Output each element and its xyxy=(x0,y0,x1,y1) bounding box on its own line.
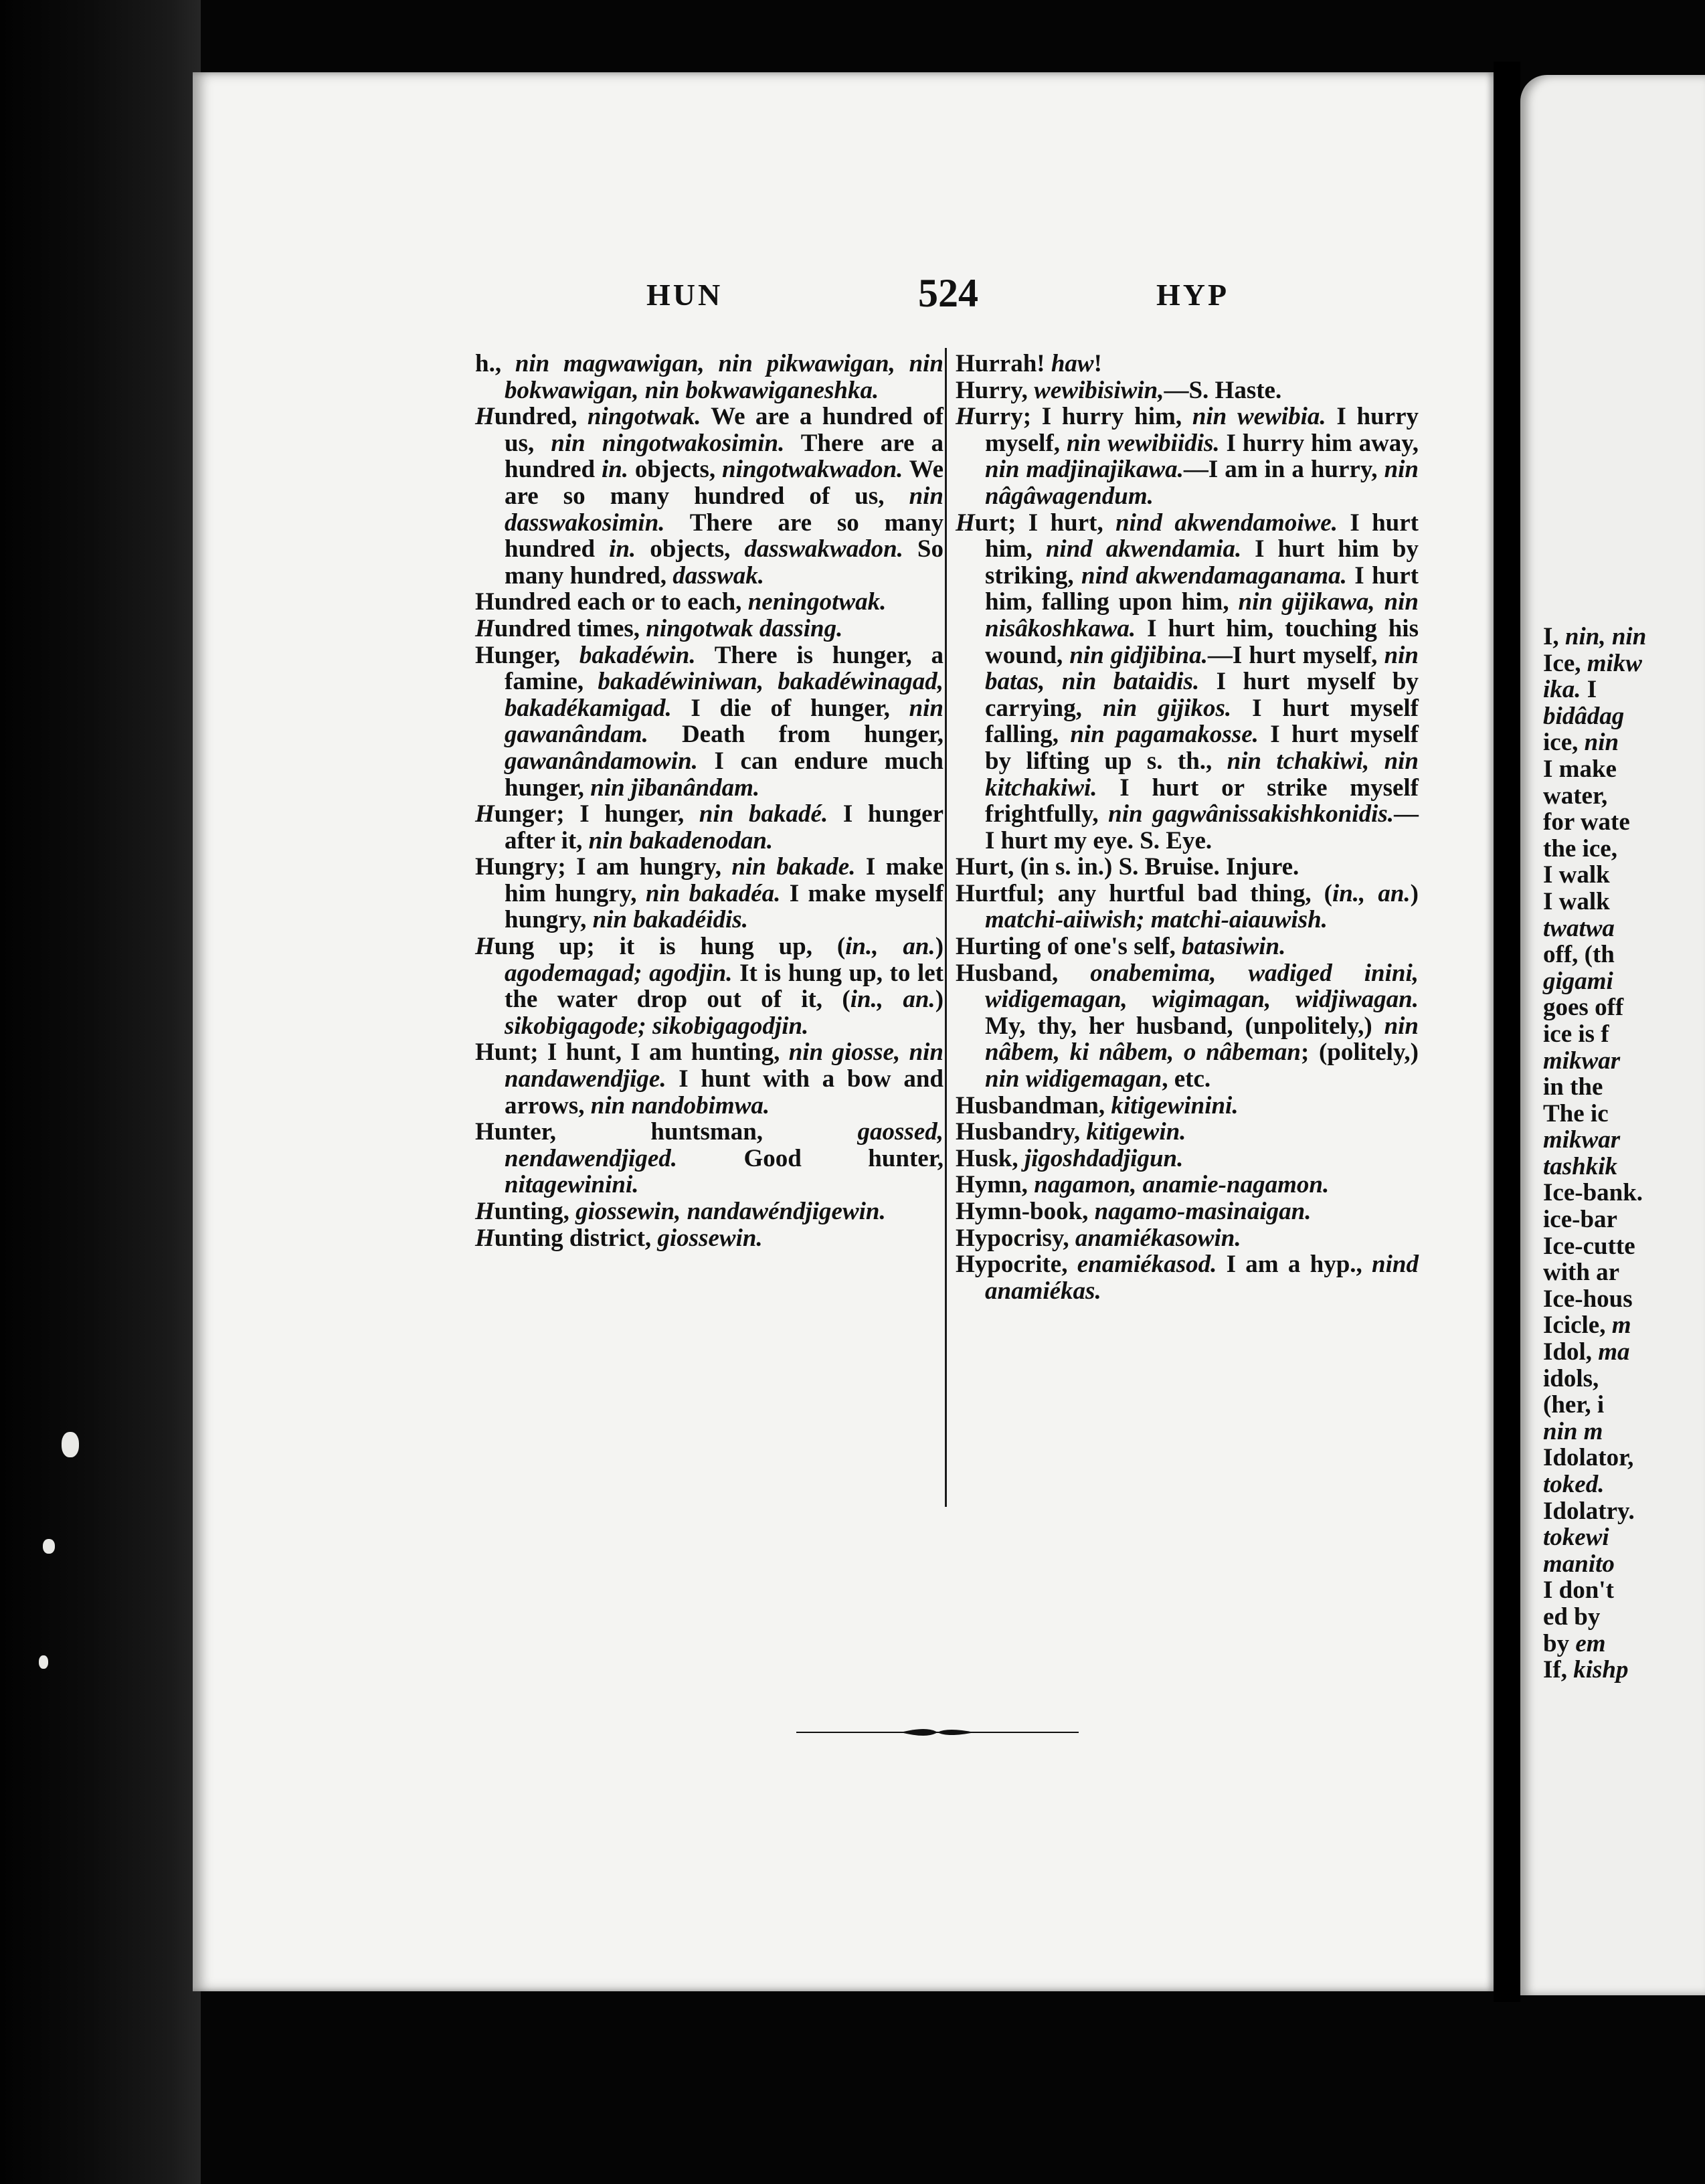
next-page-line xyxy=(1543,729,1705,756)
ojibwe-text: bakadéwin. xyxy=(579,641,696,669)
next-page-line xyxy=(1543,1233,1705,1260)
next-page-line xyxy=(1543,1577,1705,1604)
ojibwe-text: nin bakade. xyxy=(731,853,856,881)
guide-word-right: HYP xyxy=(1156,278,1230,312)
dictionary-entry xyxy=(956,1198,1419,1225)
next-page-line xyxy=(1543,624,1705,650)
ojibwe-text: nin nandobimwa. xyxy=(590,1091,770,1119)
ojibwe-text: agodemagad; agodjin. xyxy=(505,959,733,987)
english-text: urt; I hurt, xyxy=(974,509,1116,537)
next-page-line xyxy=(1543,941,1705,968)
next-page-line xyxy=(1543,783,1705,810)
ojibwe-text: H xyxy=(475,1224,495,1252)
english-text: objects, xyxy=(636,535,745,563)
dictionary-entry xyxy=(475,854,944,933)
dictionary-entry xyxy=(475,933,944,1039)
ojibwe-text: nin nâbem, ki nâbem, o nâbeman xyxy=(985,1012,1419,1067)
dictionary-entry xyxy=(956,854,1419,881)
english-text: objects, xyxy=(628,456,722,484)
dictionary-entry xyxy=(956,1251,1419,1304)
english-text: Hunter, huntsman, xyxy=(475,1118,858,1146)
dictionary-entry xyxy=(956,933,1419,960)
ojibwe-text: bakadéwiniwan, bakadéwinagad, bakadékamigad. xyxy=(505,668,944,722)
english-text: I hurt myself by carrying, xyxy=(985,668,1419,722)
dictionary-entry xyxy=(475,1198,944,1225)
ojibwe-text: nagamon, anamie-nagamon. xyxy=(1034,1171,1330,1199)
ojibwe-text: tokewi xyxy=(1543,1524,1609,1552)
english-text: Hurtful; any hurtful bad thing, ( xyxy=(956,879,1332,907)
english-text: I hurt myself by lifting up s. th., xyxy=(985,721,1419,775)
ojibwe-text: nin bakadéidis. xyxy=(592,906,748,934)
dictionary-entry xyxy=(475,1119,944,1198)
ojibwe-text: nind akwendamoiwe. xyxy=(1115,509,1338,537)
english-text: The ic xyxy=(1543,1099,1609,1127)
ojibwe-text: H xyxy=(475,933,495,961)
ojibwe-text: nin gijikawa, nin nisâkoshkawa. xyxy=(985,588,1419,642)
ojibwe-text: nin, nin xyxy=(1564,623,1647,650)
next-page-line xyxy=(1543,1048,1705,1075)
ojibwe-text: jigoshdadjigun. xyxy=(1024,1144,1184,1172)
ojibwe-text: in., an. xyxy=(850,986,935,1014)
next-page-line xyxy=(1543,968,1705,995)
next-page-line xyxy=(1543,836,1705,862)
english-text: Hunger, xyxy=(475,641,579,669)
ojibwe-text: nagamo-masinaigan. xyxy=(1094,1198,1312,1225)
ojibwe-text: nin ningotwakosimin. xyxy=(551,429,785,457)
next-page-line xyxy=(1543,1154,1705,1180)
dictionary-entry xyxy=(956,510,1419,854)
dictionary-entry xyxy=(475,1225,944,1252)
ojibwe-text: in. xyxy=(601,456,629,484)
english-text: goes off xyxy=(1543,994,1624,1022)
next-page-line xyxy=(1543,1498,1705,1525)
english-text: undred times, xyxy=(494,614,646,642)
english-text: There is hunger, a famine, xyxy=(505,641,944,696)
english-text: ) xyxy=(935,986,944,1014)
english-text: by xyxy=(1543,1629,1576,1657)
ojibwe-text: ningotwakwadon. xyxy=(722,456,903,484)
english-text: ; (politely,) xyxy=(1300,1038,1419,1067)
right-column xyxy=(956,351,1419,1304)
ojibwe-text: ningotwak. xyxy=(587,403,701,431)
end-ornament xyxy=(794,1724,1081,1740)
ojibwe-text: wewibisiwin, xyxy=(1034,376,1164,404)
next-page-line xyxy=(1543,994,1705,1021)
ojibwe-text: anamiékasowin. xyxy=(1075,1224,1241,1252)
english-text: Husbandman, xyxy=(956,1091,1111,1119)
ojibwe-text: nin gawanândam. xyxy=(505,694,944,749)
ojibwe-text: nin bakadéa. xyxy=(645,879,781,907)
english-text: unting district, xyxy=(494,1224,658,1252)
ojibwe-text: nin gagwânissakishkonidis. xyxy=(1108,800,1394,828)
next-page-line xyxy=(1543,1180,1705,1206)
ojibwe-text: nin wewibiidis. xyxy=(1066,429,1220,457)
next-page-line xyxy=(1543,1445,1705,1471)
ojibwe-text: nin dasswakosimin. xyxy=(505,482,944,537)
english-text: I don't xyxy=(1543,1576,1614,1605)
dictionary-entry xyxy=(475,801,944,854)
column-divider xyxy=(945,348,947,1507)
ojibwe-text: kitigewinini. xyxy=(1111,1091,1239,1119)
ojibwe-text: giossewin, nandawéndjigewin. xyxy=(575,1198,886,1225)
english-text: I can endure much hunger, xyxy=(505,747,944,802)
ojibwe-text: nin bakadenodan. xyxy=(588,826,774,854)
next-page-line xyxy=(1543,703,1705,730)
english-text: There are a hundred xyxy=(505,429,944,484)
english-text: I hurt him, falling upon him, xyxy=(985,561,1419,616)
ojibwe-text: nin m xyxy=(1543,1417,1603,1445)
english-text: Ice-hous xyxy=(1543,1285,1633,1313)
ojibwe-text: nin nâgâwagendum. xyxy=(985,456,1419,510)
english-text: I, xyxy=(1543,623,1565,650)
ojibwe-text: bidâdag xyxy=(1543,702,1625,730)
dictionary-entry xyxy=(956,351,1419,377)
ojibwe-text: enamiékasod. xyxy=(1077,1251,1217,1279)
ojibwe-text: onabemima, wadiged inini, widigemagan, wigimagan, widjiwagan. xyxy=(985,959,1419,1014)
next-page-line xyxy=(1543,1206,1705,1233)
english-text: Hurting of one's self, xyxy=(956,933,1182,961)
english-text: I die of hunger, xyxy=(671,694,909,722)
english-text: We are a hundred of us, xyxy=(505,403,944,457)
english-text: If, xyxy=(1543,1656,1574,1684)
english-text: —I hurt myself, xyxy=(1207,641,1384,669)
next-page-line xyxy=(1543,809,1705,836)
next-page-line xyxy=(1543,1419,1705,1445)
next-page-line xyxy=(1543,1657,1705,1683)
ojibwe-text: gaossed, nendawendjiged. xyxy=(505,1118,944,1172)
ojibwe-text: twatwa xyxy=(1543,914,1615,942)
next-page-line xyxy=(1543,1524,1705,1551)
ojibwe-text: in. xyxy=(609,535,636,563)
ojibwe-text: nin giosse, nin nandawendjige. xyxy=(505,1038,944,1093)
ojibwe-text: batasiwin. xyxy=(1182,933,1286,961)
ojibwe-text: nin madjinajikawa. xyxy=(985,456,1184,484)
ojibwe-text: dasswak. xyxy=(672,561,764,589)
next-page-line xyxy=(1543,1392,1705,1419)
ojibwe-text: neningotwak. xyxy=(747,588,887,616)
english-text: ice, xyxy=(1543,729,1585,757)
english-text: I make myself hungry, xyxy=(505,879,944,934)
next-page-line xyxy=(1543,650,1705,677)
english-text: Hurt, (in s. in.) S. Bruise. Injure. xyxy=(956,853,1299,881)
english-text: Good hunter, xyxy=(677,1144,944,1172)
english-text: I hunt with a bow and arrows, xyxy=(505,1065,944,1119)
english-text: Hungry; I am hungry, xyxy=(475,853,732,881)
english-text: ) xyxy=(1410,879,1419,907)
ojibwe-text: matchi-aiiwish; matchi-aiauwish. xyxy=(985,906,1328,934)
next-page-column xyxy=(1543,624,1705,1683)
english-text: Husk, xyxy=(956,1144,1024,1172)
english-text: urry; I hurry him, xyxy=(974,403,1192,431)
page-number: 524 xyxy=(918,271,978,315)
ojibwe-text: nin gidjibina. xyxy=(1069,641,1208,669)
english-text: I walk xyxy=(1543,861,1610,889)
dictionary-entry xyxy=(956,1172,1419,1198)
english-text: the ice, xyxy=(1543,834,1617,862)
page-gutter xyxy=(1494,62,1520,2002)
dictionary-entry xyxy=(475,1039,944,1119)
ojibwe-text: nin jibanândam. xyxy=(590,774,760,802)
english-text: Hymn-book, xyxy=(956,1198,1095,1225)
ojibwe-text: nind akwendamaganama. xyxy=(1081,561,1347,589)
ojibwe-text: nitagewinini. xyxy=(505,1171,639,1199)
ojibwe-text: H xyxy=(475,800,495,828)
dictionary-entry xyxy=(475,589,944,616)
english-text: , etc. xyxy=(1162,1065,1211,1093)
english-text: Husband, xyxy=(956,959,1091,987)
english-text: in the xyxy=(1543,1073,1603,1101)
english-text: ! xyxy=(1093,350,1102,377)
dictionary-entry xyxy=(956,403,1419,509)
ojibwe-text: em xyxy=(1575,1629,1606,1657)
ojibwe-text: H xyxy=(956,403,975,431)
ojibwe-text: mikw xyxy=(1587,649,1642,677)
english-text: ) xyxy=(935,933,944,961)
ojibwe-text: tashkik xyxy=(1543,1152,1618,1180)
english-text: So many hundred, xyxy=(505,535,944,589)
english-text: Husbandry, xyxy=(956,1118,1087,1146)
english-text: Idolator, xyxy=(1543,1444,1634,1472)
dictionary-entry xyxy=(956,1093,1419,1119)
english-text: Ice-bank. xyxy=(1543,1179,1643,1207)
english-text: ed by xyxy=(1543,1603,1601,1631)
english-text: with ar xyxy=(1543,1259,1620,1287)
next-page-line xyxy=(1543,1286,1705,1313)
english-text: Death from hunger, xyxy=(648,721,944,749)
next-page-line xyxy=(1543,1366,1705,1392)
ojibwe-text: ika. xyxy=(1543,676,1581,704)
english-text: ung up; it is hung up, ( xyxy=(494,933,846,961)
ojibwe-text: nind akwendamia. xyxy=(1045,535,1242,563)
english-text: Hunt; I hunt, I am hunting, xyxy=(475,1038,789,1067)
ojibwe-text: ningotwak dassing. xyxy=(646,614,843,642)
next-page-line xyxy=(1543,1127,1705,1154)
ojibwe-text: in., an. xyxy=(1332,879,1411,907)
english-text: There are so many hundred xyxy=(505,509,944,563)
english-text: idols, xyxy=(1543,1364,1599,1392)
english-text: Ice-cutte xyxy=(1543,1232,1635,1260)
english-text: h., xyxy=(475,350,515,377)
dictionary-entry xyxy=(956,960,1419,1093)
english-text: (her, i xyxy=(1543,1391,1605,1419)
english-text: —S. Haste. xyxy=(1164,376,1282,404)
dictionary-entry xyxy=(475,351,944,403)
guide-word-left: HUN xyxy=(646,278,723,312)
english-text: for wate xyxy=(1543,808,1630,836)
dictionary-entry xyxy=(956,377,1419,404)
english-text: We are so many hundred of us, xyxy=(505,456,944,510)
english-text: ice is f xyxy=(1543,1020,1609,1048)
english-text: —I am in a hurry, xyxy=(1183,456,1384,484)
ojibwe-text: H xyxy=(475,614,495,642)
english-text: ice-bar xyxy=(1543,1206,1617,1234)
next-page-line xyxy=(1543,862,1705,889)
next-page-line xyxy=(1543,1631,1705,1657)
english-text: I hurt myself falling, xyxy=(985,694,1419,749)
ojibwe-text: toked. xyxy=(1543,1471,1605,1498)
english-text: I hurt or strike myself frightfully, xyxy=(985,774,1419,828)
english-text: Hurrah! xyxy=(956,350,1051,377)
english-text: I walk xyxy=(1543,887,1610,915)
english-text: I make him hungry, xyxy=(505,853,944,907)
english-text: Idol, xyxy=(1543,1338,1599,1366)
next-page-line xyxy=(1543,1604,1705,1631)
ojibwe-text: in., an. xyxy=(845,933,935,961)
english-text: Hundred each or to each, xyxy=(475,588,748,616)
english-text: I hurry him away, xyxy=(1219,429,1419,457)
next-page-line xyxy=(1543,1259,1705,1286)
ojibwe-text: kishp xyxy=(1573,1656,1629,1684)
ojibwe-text: gawanândamowin. xyxy=(505,747,698,775)
english-text: I hurt him, touching his wound, xyxy=(985,614,1419,669)
ojibwe-text: H xyxy=(475,1198,495,1225)
english-text: Ice, xyxy=(1543,649,1587,677)
dictionary-entry xyxy=(475,642,944,802)
english-text: water, xyxy=(1543,782,1608,810)
next-page-line xyxy=(1543,1074,1705,1101)
ojibwe-text: nin magwawigan, nin pikwawigan, nin bokwawigan, nin bokwawiganeshka. xyxy=(505,350,944,404)
english-text: unting, xyxy=(494,1198,576,1225)
english-text: Hypocrite, xyxy=(956,1251,1077,1279)
english-text: —I hurt my eye. S. Eye. xyxy=(985,800,1419,854)
english-text: unger; I hunger, xyxy=(494,800,699,828)
ojibwe-text: nin bakadé. xyxy=(699,800,828,828)
ojibwe-text: giossewin. xyxy=(657,1224,763,1252)
ojibwe-text: H xyxy=(475,403,495,431)
next-page-line xyxy=(1543,1471,1705,1498)
ojibwe-text: kitigewin. xyxy=(1086,1118,1186,1146)
next-page-line xyxy=(1543,915,1705,942)
english-text: off, (th xyxy=(1543,941,1615,969)
english-text: I xyxy=(1581,676,1597,704)
ojibwe-text: nin widigemagan xyxy=(985,1065,1162,1093)
ojibwe-text: gigami xyxy=(1543,967,1613,995)
english-text: I make xyxy=(1543,755,1617,783)
ojibwe-text: nin batas, nin bataidis. xyxy=(985,641,1419,696)
dictionary-entry xyxy=(956,881,1419,933)
english-text: undred, xyxy=(494,403,588,431)
english-text: I hurry myself, xyxy=(985,403,1419,457)
ojibwe-text: nin tchakiwi, nin kitchakiwi. xyxy=(985,747,1419,802)
english-text: I hunger after it, xyxy=(505,800,944,854)
next-page-line xyxy=(1543,889,1705,915)
english-text: Idolatry. xyxy=(1543,1497,1635,1525)
english-text: I hurt him, xyxy=(985,509,1419,563)
english-text: Hypocrisy, xyxy=(956,1224,1075,1252)
ojibwe-text: haw xyxy=(1051,350,1094,377)
english-text: Hurry, xyxy=(956,376,1035,404)
dictionary-entry xyxy=(475,403,944,589)
ojibwe-text: ma xyxy=(1598,1338,1630,1366)
scan-left-edge xyxy=(0,0,201,2184)
dictionary-entry xyxy=(956,1119,1419,1146)
ojibwe-text: nin xyxy=(1584,729,1619,757)
ojibwe-text: mikwar xyxy=(1543,1046,1621,1075)
ojibwe-text: sikobigagode; sikobigagodjin. xyxy=(505,1012,809,1040)
next-page-line xyxy=(1543,676,1705,703)
dictionary-entry xyxy=(956,1146,1419,1172)
next-page-line xyxy=(1543,1339,1705,1366)
dictionary-entry xyxy=(475,616,944,642)
ojibwe-text: nin wewibia. xyxy=(1192,403,1326,431)
english-text: My, thy, her husband, (unpolitely,) xyxy=(985,1012,1384,1040)
next-page-line xyxy=(1543,1312,1705,1339)
left-column xyxy=(475,351,944,1251)
ojibwe-text: manito xyxy=(1543,1550,1615,1578)
dictionary-entry xyxy=(956,1225,1419,1252)
next-page-line xyxy=(1543,1101,1705,1127)
next-page-line xyxy=(1543,1551,1705,1578)
english-text: I hurt him by striking, xyxy=(985,535,1419,589)
next-page-line xyxy=(1543,1021,1705,1048)
ojibwe-text: m xyxy=(1611,1311,1631,1340)
ojibwe-text: H xyxy=(956,509,975,537)
english-text: It is hung up, to let the water drop out of it, ( xyxy=(505,959,944,1014)
english-text: Icicle, xyxy=(1543,1311,1612,1340)
ojibwe-text: nind anamiékas. xyxy=(985,1251,1419,1305)
english-text: Hymn, xyxy=(956,1171,1035,1199)
ojibwe-text: dasswakwadon. xyxy=(744,535,903,563)
next-page-line xyxy=(1543,756,1705,783)
ojibwe-text: nin pagamakosse. xyxy=(1070,721,1259,749)
english-text: I am a hyp., xyxy=(1217,1251,1372,1279)
ojibwe-text: nin gijikos. xyxy=(1102,694,1232,722)
ojibwe-text: mikwar xyxy=(1543,1126,1621,1154)
